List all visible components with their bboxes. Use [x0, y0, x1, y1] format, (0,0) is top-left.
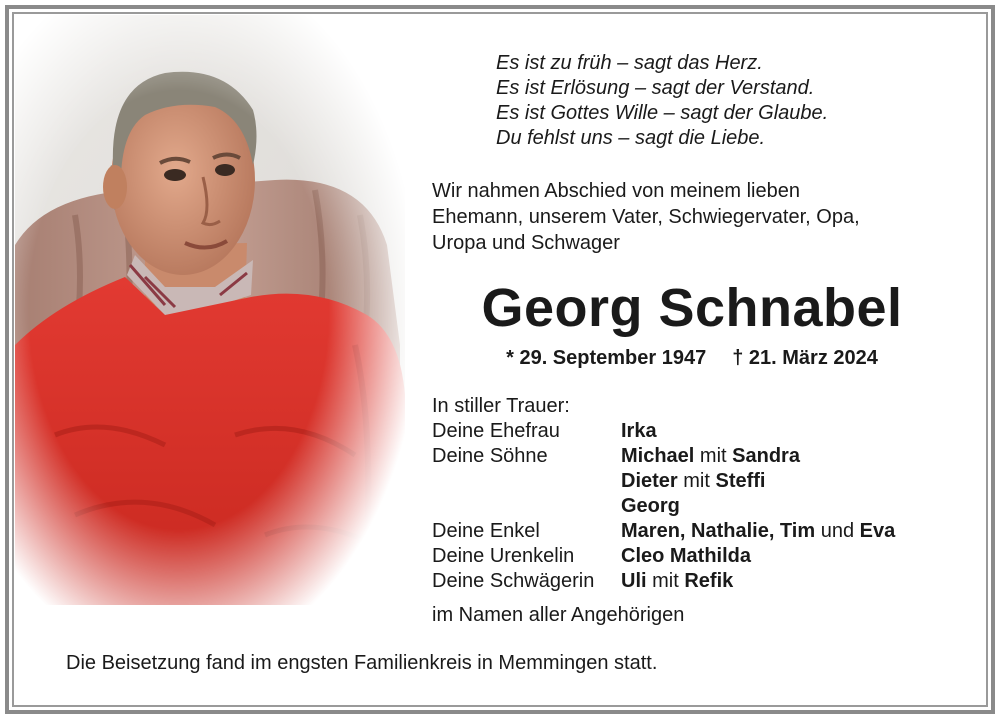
mourner-name: Cleo Mathilda: [621, 545, 752, 567]
intro-line: Ehemann, unserem Vater, Schwiegervater, Opa,: [432, 206, 860, 228]
mourner-name: Irka: [621, 420, 657, 442]
mourner-row: [432, 494, 895, 519]
mourner-name: Maren, Nathalie, Tim: [621, 520, 816, 542]
mourner-names: [621, 544, 751, 569]
poem: [496, 51, 828, 151]
connector-text: mit: [694, 445, 733, 467]
relation-label: Deine Söhne: [432, 445, 548, 467]
mourner-row: [432, 519, 895, 544]
mourner-names: [621, 444, 800, 469]
mourning-heading: In stiller Trauer:: [432, 395, 570, 417]
relation-label: [432, 469, 621, 494]
relation-label: Deine Enkel: [432, 520, 540, 542]
mourner-name: Georg: [621, 495, 680, 517]
mourner-row: [432, 444, 895, 469]
birth-date: * 29. September 1947: [506, 347, 707, 369]
poem-line: Es ist Erlösung – sagt der Verstand.: [496, 77, 815, 99]
mourner-names: [621, 469, 765, 494]
mourner-names: [621, 419, 657, 444]
mourner-names: [621, 494, 680, 519]
poem-line: Es ist Gottes Wille – sagt der Glaube.: [496, 102, 829, 124]
intro-line: Wir nahmen Abschied von meinem lieben: [432, 180, 800, 202]
connector-text: mit: [677, 470, 716, 492]
farewell-intro: [432, 178, 860, 256]
relation-label: Deine Schwägerin: [432, 570, 595, 592]
mourner-row: [432, 469, 895, 494]
mourner-names: [621, 519, 895, 544]
mourner-row: [432, 544, 895, 569]
mourner-row: [432, 419, 895, 444]
mourner-name: Steffi: [715, 470, 766, 492]
portrait-photo: [15, 15, 405, 605]
relation-label: [432, 494, 621, 519]
death-date: † 21. März 2024: [732, 347, 878, 369]
poem-line: Du fehlst uns – sagt die Liebe.: [496, 127, 766, 149]
poem-line: Es ist zu früh – sagt das Herz.: [496, 52, 763, 74]
intro-line: Uropa und Schwager: [432, 232, 620, 254]
mourner-names: [621, 569, 733, 594]
connector-text: mit: [646, 570, 685, 592]
deceased-name: Georg Schnabel: [481, 278, 903, 338]
life-dates: [432, 344, 952, 372]
family-caption: im Namen aller Angehörigen: [432, 604, 685, 626]
portrait-illustration: [15, 15, 405, 605]
mourner-name: Uli: [621, 570, 647, 592]
mourner-rows: [432, 419, 895, 594]
mourners-list: [432, 394, 895, 594]
mourner-row: [432, 569, 895, 594]
relation-label: Deine Urenkelin: [432, 545, 575, 567]
mourner-name: Michael: [621, 445, 695, 467]
mourner-name: Eva: [859, 520, 896, 542]
mourner-name: Refik: [684, 570, 734, 592]
mourner-name: Dieter: [621, 470, 678, 492]
connector-text: und: [815, 520, 860, 542]
relation-label: Deine Ehefrau: [432, 420, 560, 442]
burial-notice: Die Beisetzung fand im engsten Familienkreis in Memmingen statt.: [66, 652, 658, 674]
mourner-name: Sandra: [732, 445, 800, 467]
